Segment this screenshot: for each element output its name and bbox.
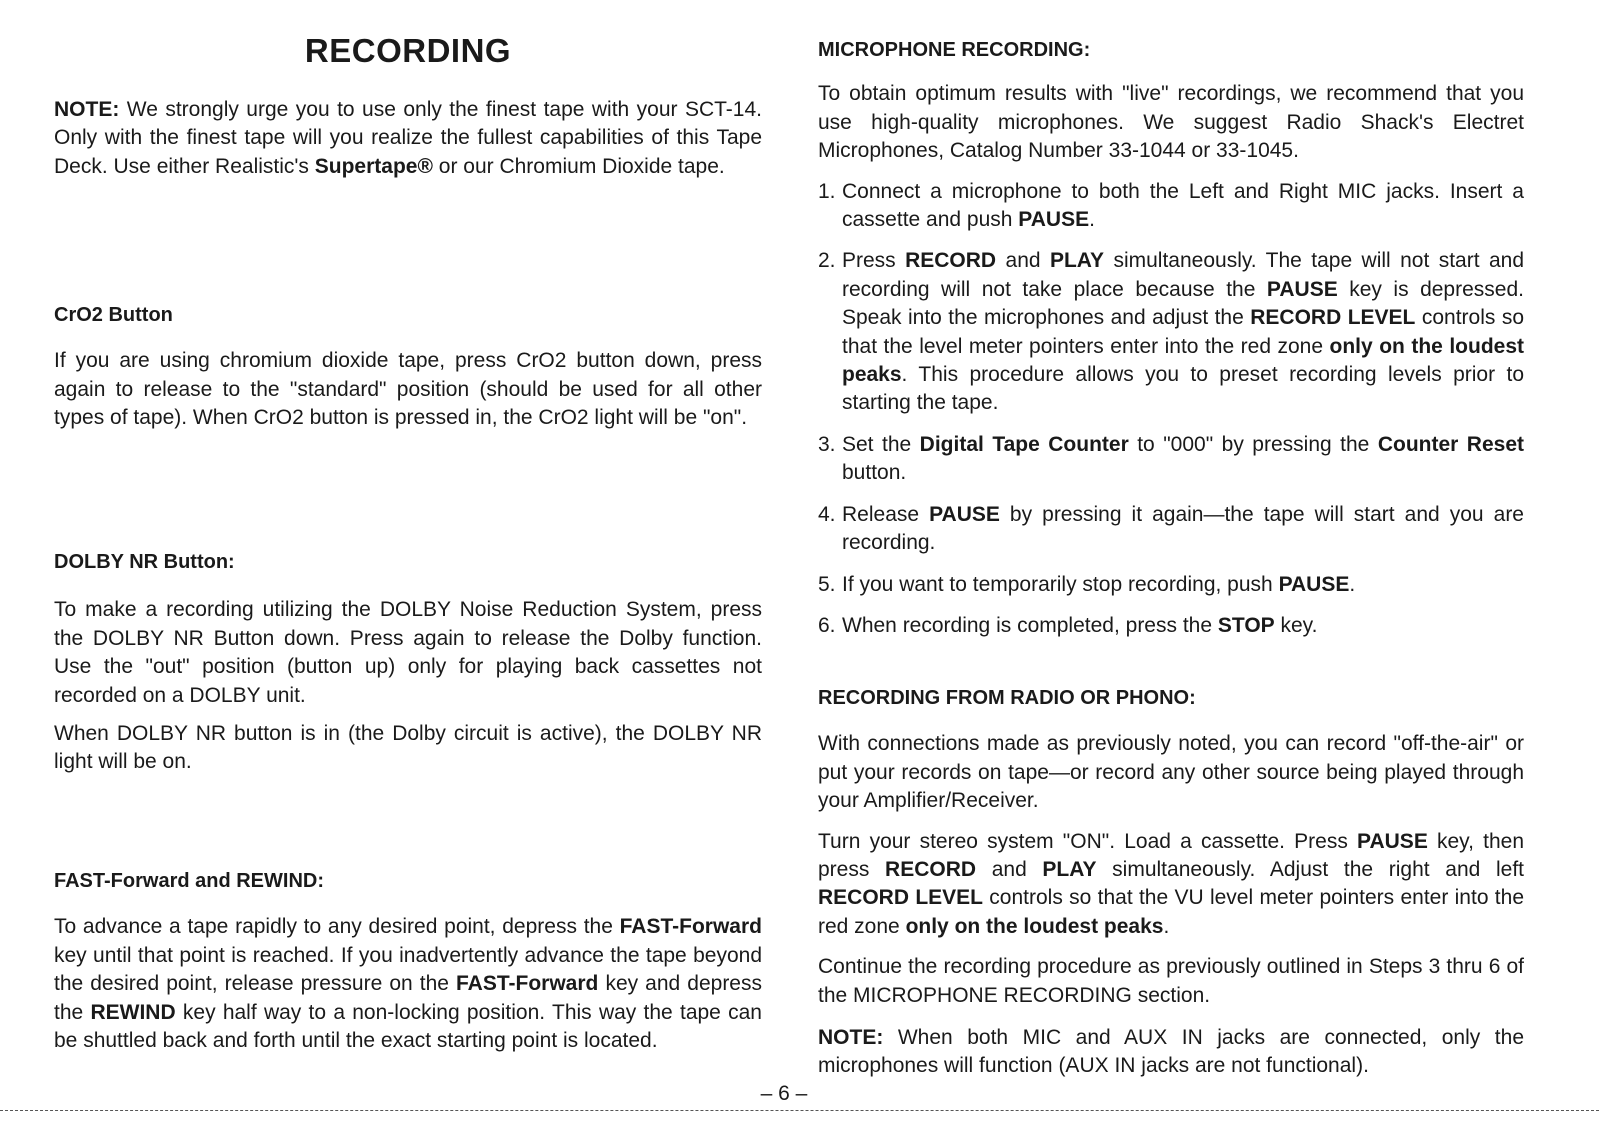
note-text-1: We strongly urge you to use only the finest tape with your SCT-14. Only with the finest tape will you realize the fullest capabilities of this Tape Deck. Use either Realistic's [54,98,762,178]
supertape-term: Supertape® [314,154,433,178]
dolby-section [54,548,762,777]
list-item: 4. Release PAUSE by pressing it again—the tape will start and you are recording. [818,502,1524,555]
dolby-text-1: To make a recording utilizing the DOLBY Noise Reduction System, press the DOLBY NR Button down. Press again to release the Dolby function. Use the "out" position (button up) only for playing back cassettes not recorded on a DOLBY unit. [54,598,762,707]
ff-rewind-section [54,867,762,1055]
page-title: RECORDING [304,32,512,69]
ff-rewind-heading: FAST-Forward and REWIND: [54,870,324,892]
cro2-heading: CrO2 Button [54,304,173,326]
page-number: – 6 – [760,1082,808,1105]
radio-heading: RECORDING FROM RADIO OR PHONO: [818,687,1196,709]
mic-steps-list [818,178,1524,641]
note-paragraph [54,96,762,181]
mic-heading: MICROPHONE RECORDING: [818,39,1091,61]
dolby-text-2: When DOLBY NR button is in (the Dolby circuit is active), the DOLBY NR light will be on. [54,722,762,774]
page-bottom-rule [0,1110,1599,1111]
list-item: 1. Connect a microphone to both the Left and Right MIC jacks. Insert a cassette and push PAUSE. [818,179,1524,232]
ff-rewind-text: To advance a tape rapidly to any desired point, depress the FAST-Forward key until that point is reached. If you inadvertently advance the tape beyond the desired point, release pressure on the FAST-Forward key and depress the REWIND key half way to a non-locking position. This way the tape can be shuttled back and forth until the exact starting point is located. [54,915,762,1053]
mic-intro: To obtain optimum results with "live" recordings, we recommend that you use high-quality microphones. We suggest Radio Shack's Electret Microphones, Catalog Number 33-1044 or 33-1045. [818,82,1524,163]
cro2-section [54,301,762,433]
note-label: NOTE: [54,98,120,121]
radio-section [818,684,1524,1081]
list-item: 3. Set the Digital Tape Counter to "000" by pressing the Counter Reset button. [818,432,1524,485]
list-item: 6. When recording is completed, press the STOP key. [818,613,1318,637]
cro2-text: If you are using chromium dioxide tape, press CrO2 button down, press again to release to the "standard" position (should be used for all other types of tape). When CrO2 button is pressed in, the CrO2 light will be "on". [54,349,762,430]
list-item: 5. If you want to temporarily stop recording, push PAUSE. [818,572,1356,596]
list-item: 2. Press RECORD and PLAY simultaneously. The tape will not start and recording will not take place because the PAUSE key is depressed. Speak into the microphones and adjust the RECORD LEVEL controls so that the level meter pointers enter into the red zone only on the loudest peaks. This procedure allows you to preset recording levels prior to starting the tape. [818,249,1525,415]
radio-text-2: Turn your stereo system "ON". Load a cassette. Press PAUSE key, then press RECORD and PLAY simultaneously. Adjust the right and left RECORD LEVEL controls so that the VU level meter pointers enter into the red zone only on the loudest peaks. [818,829,1525,938]
dolby-heading: DOLBY NR Button: [54,551,235,573]
note-text-2: or our Chromium Dioxide tape. [432,154,725,178]
note-2-paragraph: NOTE: When both MIC and AUX IN jacks are connected, only the microphones will function (AUX IN jacks are not functional). [818,1026,1524,1078]
radio-text-3: Continue the recording procedure as previously outlined in Steps 3 thru 6 of the MICROPHONE RECORDING section. [818,955,1524,1007]
mic-section [818,36,1524,640]
note-2-label: NOTE: [818,1026,884,1050]
radio-text-1: With connections made as previously noted, you can record "off-the-air" or put your records on tape—or record any other source being played through your Amplifier/Receiver. [818,732,1524,813]
